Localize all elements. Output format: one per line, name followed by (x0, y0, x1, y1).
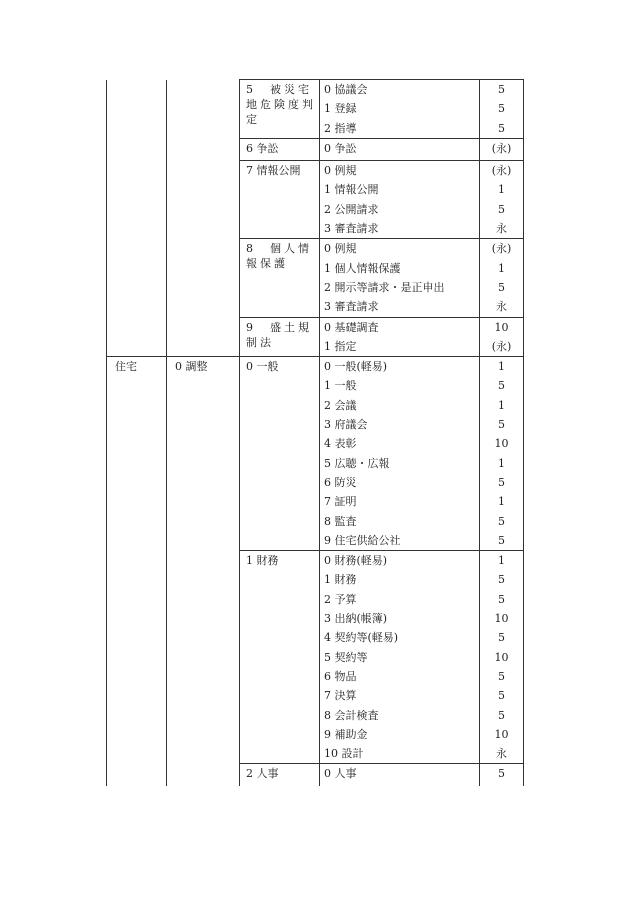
category-cell (107, 80, 167, 357)
retention-cell: 5 (480, 200, 524, 219)
category-cell: 住宅 (107, 357, 167, 786)
detail-cell: 0 争訟 (320, 138, 480, 160)
retention-cell: 10 (480, 609, 524, 628)
retention-cell: 10 (480, 317, 524, 337)
detail-cell: 3 審査請求 (320, 297, 480, 317)
item-cell: 2 人事 (240, 764, 320, 786)
detail-cell: 4 表彰 (320, 434, 480, 453)
retention-cell: 5 (480, 99, 524, 118)
detail-cell: 4 契約等(軽易) (320, 628, 480, 647)
item-cell: 5 被災宅地危険度判定 (240, 80, 320, 139)
detail-cell: 3 府議会 (320, 415, 480, 434)
detail-cell: 1 指定 (320, 337, 480, 357)
detail-cell: 2 指導 (320, 119, 480, 139)
retention-cell: 永 (480, 219, 524, 239)
retention-cell: 5 (480, 376, 524, 395)
detail-cell: 0 基礎調査 (320, 317, 480, 337)
detail-cell: 7 決算 (320, 686, 480, 705)
detail-cell: 0 例規 (320, 161, 480, 181)
retention-cell: 5 (480, 667, 524, 686)
subcategory-cell: 0 調整 (167, 357, 240, 786)
retention-cell: 5 (480, 764, 524, 786)
retention-cell: 1 (480, 454, 524, 473)
retention-cell: 1 (480, 357, 524, 377)
retention-cell: 10 (480, 434, 524, 453)
detail-cell: 10 設計 (320, 744, 480, 764)
item-cell: 6 争訟 (240, 138, 320, 160)
retention-cell: (永) (480, 138, 524, 160)
retention-cell: 5 (480, 512, 524, 531)
retention-cell: 1 (480, 551, 524, 571)
detail-cell: 2 開示等請求・是正申出 (320, 278, 480, 297)
retention-cell: 5 (480, 570, 524, 589)
retention-cell: 永 (480, 744, 524, 764)
detail-cell: 1 登録 (320, 99, 480, 118)
detail-cell: 9 補助金 (320, 725, 480, 744)
table-row (107, 357, 524, 377)
detail-cell: 6 物品 (320, 667, 480, 686)
retention-cell: (永) (480, 239, 524, 259)
retention-cell: 永 (480, 297, 524, 317)
detail-cell: 0 例規 (320, 239, 480, 259)
retention-cell: 1 (480, 396, 524, 415)
item-cell: 1 財務 (240, 551, 320, 764)
detail-cell: 3 出納(帳簿) (320, 609, 480, 628)
detail-cell: 0 協議会 (320, 80, 480, 100)
detail-cell: 5 広聴・広報 (320, 454, 480, 473)
detail-cell: 2 予算 (320, 590, 480, 609)
detail-cell: 6 防災 (320, 473, 480, 492)
retention-cell: 5 (480, 415, 524, 434)
retention-cell: 5 (480, 80, 524, 100)
retention-cell: 5 (480, 531, 524, 551)
detail-cell: 0 人事 (320, 764, 480, 786)
detail-cell: 3 審査請求 (320, 219, 480, 239)
detail-cell: 9 住宅供給公社 (320, 531, 480, 551)
item-cell: 9 盛土規制法 (240, 317, 320, 357)
detail-cell: 5 契約等 (320, 648, 480, 667)
detail-cell: 1 情報公開 (320, 180, 480, 199)
retention-cell: (永) (480, 161, 524, 181)
table-row (107, 80, 524, 100)
item-cell: 8 個人情報保護 (240, 239, 320, 317)
retention-cell: 5 (480, 686, 524, 705)
detail-cell: 1 個人情報保護 (320, 259, 480, 278)
detail-cell: 8 会計検査 (320, 706, 480, 725)
detail-cell: 2 公開請求 (320, 200, 480, 219)
detail-cell: 8 監査 (320, 512, 480, 531)
detail-cell: 1 財務 (320, 570, 480, 589)
item-cell: 7 情報公開 (240, 161, 320, 239)
detail-cell: 1 一般 (320, 376, 480, 395)
retention-schedule-table (106, 79, 524, 786)
detail-cell: 7 証明 (320, 492, 480, 511)
retention-cell: 1 (480, 492, 524, 511)
retention-cell: (永) (480, 337, 524, 357)
detail-cell: 0 一般(軽易) (320, 357, 480, 377)
retention-cell: 10 (480, 648, 524, 667)
detail-cell: 0 財務(軽易) (320, 551, 480, 571)
retention-cell: 5 (480, 628, 524, 647)
item-cell: 0 一般 (240, 357, 320, 551)
retention-cell: 1 (480, 259, 524, 278)
retention-cell: 10 (480, 725, 524, 744)
detail-cell: 2 会議 (320, 396, 480, 415)
retention-cell: 5 (480, 706, 524, 725)
subcategory-cell (167, 80, 240, 357)
retention-cell: 5 (480, 473, 524, 492)
retention-cell: 5 (480, 590, 524, 609)
retention-cell: 5 (480, 119, 524, 139)
retention-cell: 5 (480, 278, 524, 297)
retention-cell: 1 (480, 180, 524, 199)
